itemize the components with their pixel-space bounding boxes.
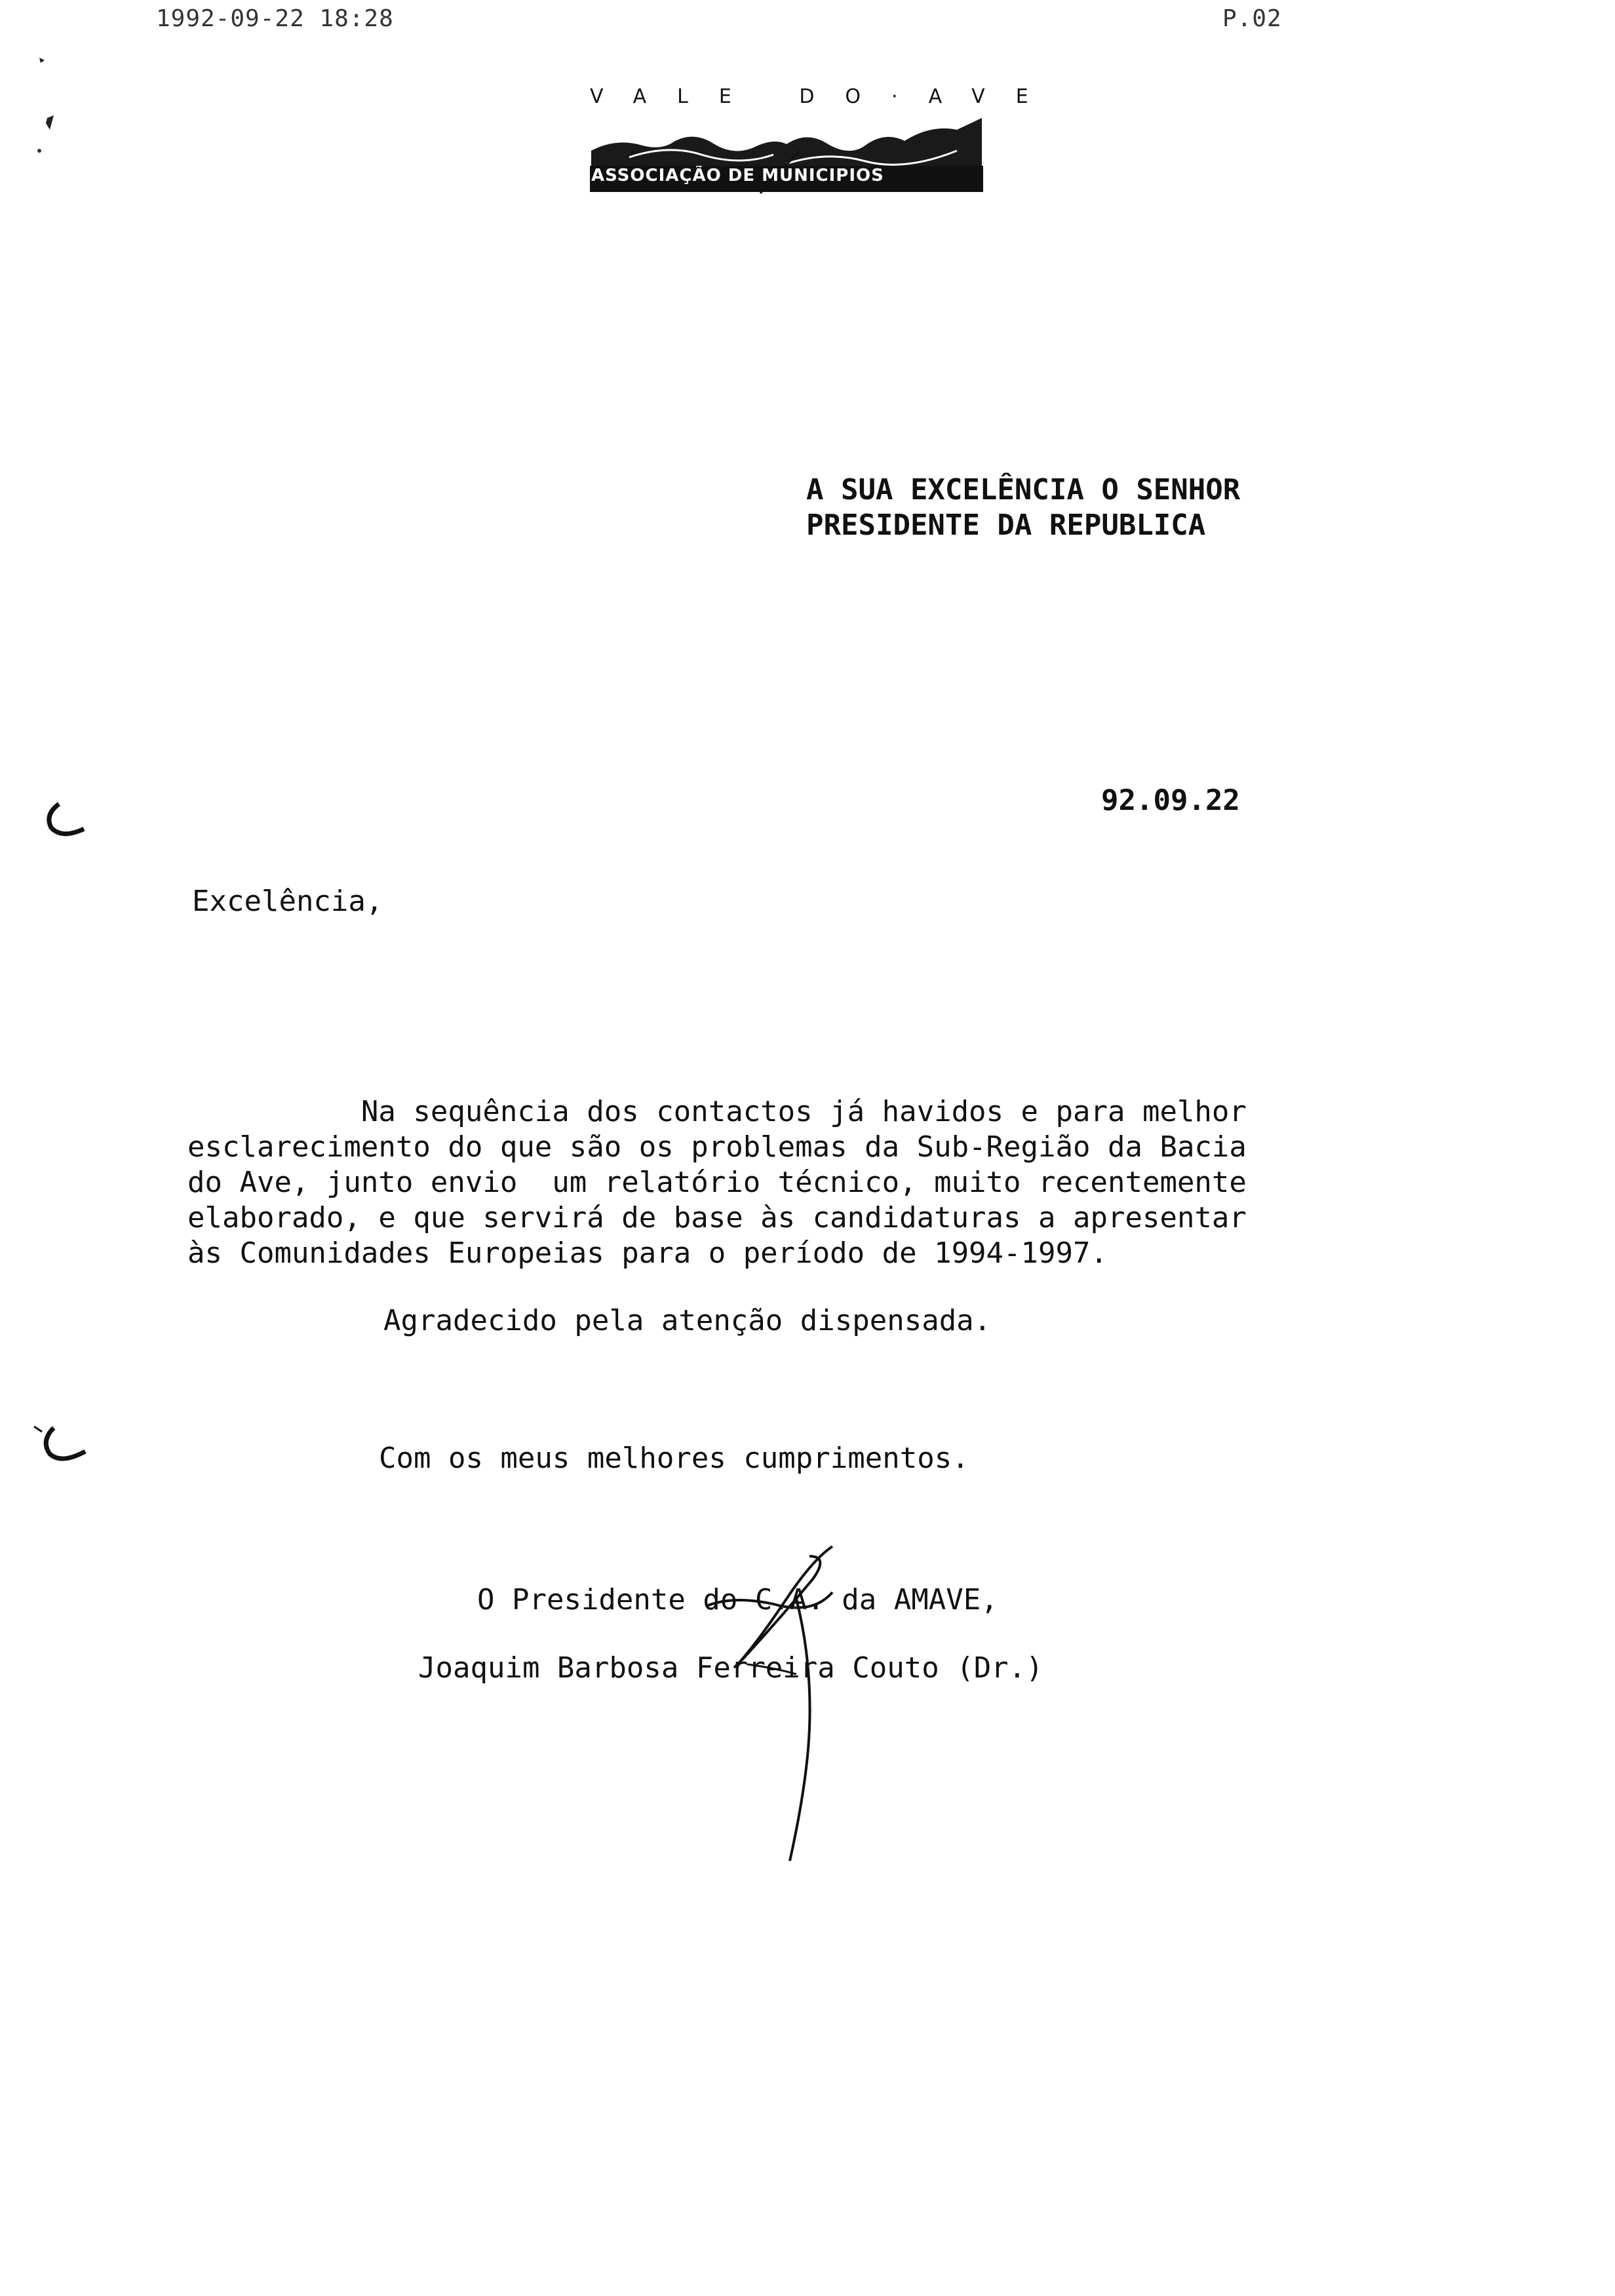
letterhead-logo	[590, 85, 1059, 216]
fax-datetime: 1992-09-22 18:28	[156, 5, 394, 32]
scan-specks-icon	[33, 52, 59, 170]
body-line: às Comunidades Europeias para o período de 1994-1997.	[187, 1236, 1108, 1270]
letterhead-title: VALE DO·AVE	[590, 85, 1059, 108]
body-line: elaborado, e que servirá de base às candidaturas a apresentar	[187, 1201, 1247, 1234]
fax-page-number: P.02	[1222, 5, 1282, 32]
signatory-name: Joaquim Barbosa Ferreira Couto (Dr.)	[418, 1651, 1043, 1685]
handwritten-signature	[682, 1533, 878, 1874]
body-line: esclarecimento do que são os problemas da Sub-Região da Bacia	[187, 1130, 1247, 1164]
body-line: Na sequência dos contactos já havidos e para melhor	[187, 1095, 1247, 1128]
signatory-title: O Presidente do C.A. da AMAVE,	[477, 1583, 998, 1617]
body-line: do Ave, junto envio um relatório técnico, muito recentemente	[187, 1166, 1247, 1199]
closing-line: Com os meus melhores cumprimentos.	[379, 1442, 969, 1475]
recipient-line-1: A SUA EXCELÊNCIA O SENHOR	[806, 473, 1241, 507]
body-paragraph	[187, 1094, 1400, 1271]
letterhead-subtitle: ASSOCIAÇÃO DE MUNICIPIOS	[591, 166, 884, 185]
thanks-line: Agradecido pela atenção dispensada.	[383, 1304, 992, 1337]
letter-date: 92.09.22	[1101, 784, 1240, 817]
punch-hole-mark-icon	[39, 796, 92, 849]
salutation: Excelência,	[192, 885, 383, 918]
recipient-line-2: PRESIDENTE DA REPUBLICA	[806, 508, 1206, 542]
punch-hole-mark-icon	[28, 1419, 93, 1471]
